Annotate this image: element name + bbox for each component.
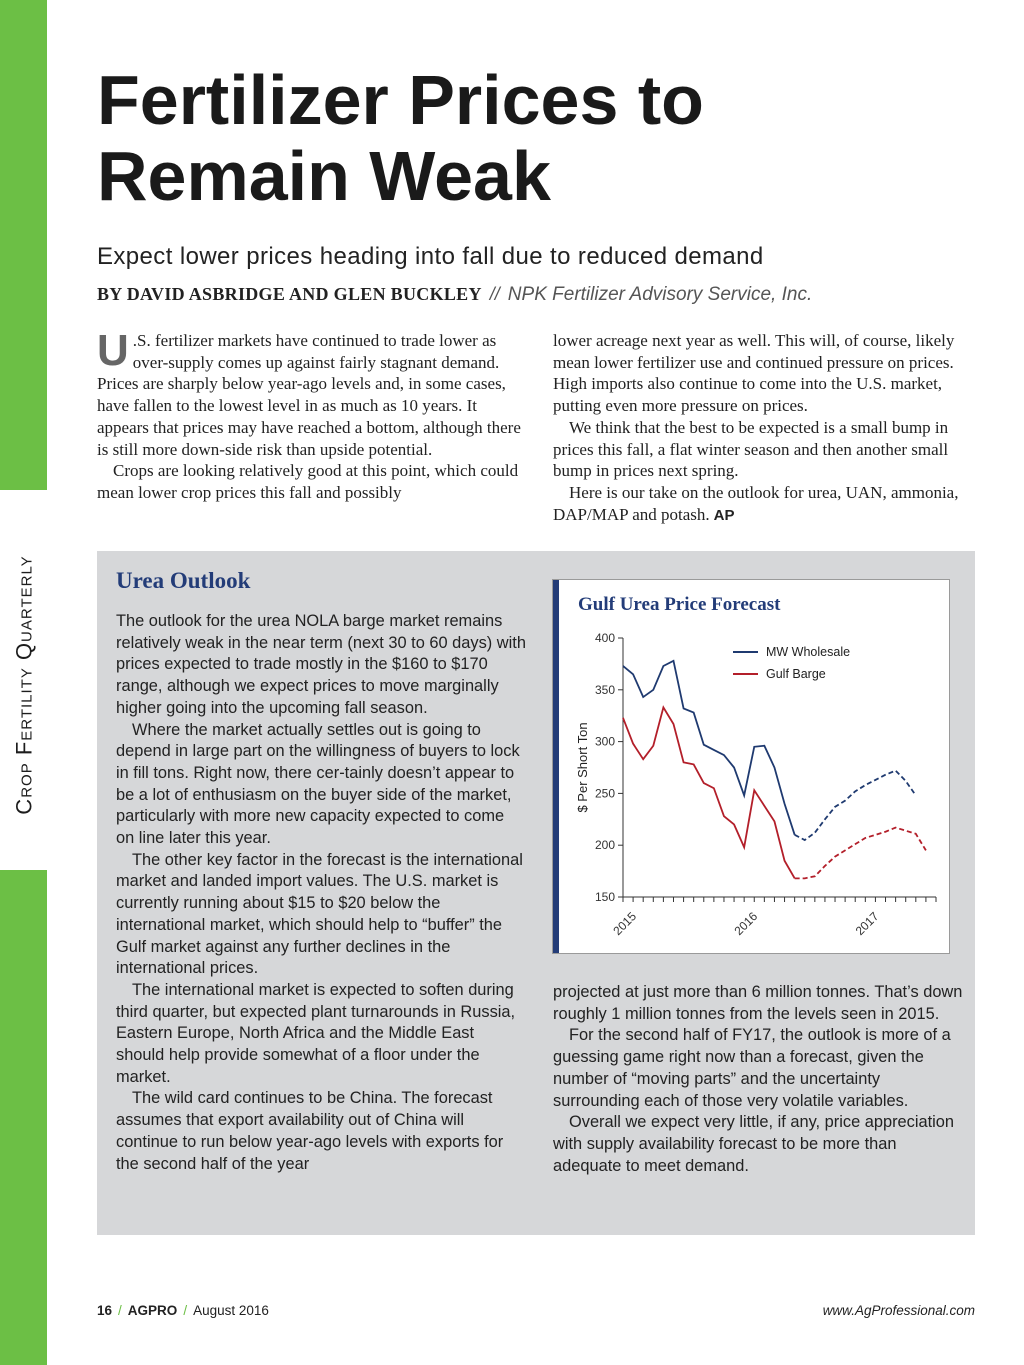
gulf-barge-legend-label: Gulf Barge — [766, 667, 826, 681]
urea-paragraph-7: For the second half of FY17, the outlook is more of a guessing game right now than a forecast, given the number of “moving parts” and the uncertainty surrounding each of those very volatile variables. — [553, 1026, 951, 1110]
drop-cap: U — [97, 326, 129, 375]
magazine-name: AGPRO — [127, 1303, 178, 1318]
intro-paragraph-2-cont — [553, 330, 978, 417]
intro-p2-part-a: Crops are looking relatively good at this point, which could mean lower crop prices this fall and possibly — [97, 461, 519, 502]
gulf-barge-forecast-line — [795, 828, 926, 879]
mw-wholesale-legend-label: MW Wholesale — [766, 645, 851, 659]
end-mark: AP — [713, 506, 735, 524]
issue-date: August 2016 — [193, 1303, 269, 1318]
byline-authors: BY DAVID ASBRIDGE AND GLEN BUCKLEY — [97, 284, 482, 304]
page-number: 16 — [97, 1303, 113, 1318]
x-tick-label: 2015 — [610, 909, 640, 939]
website-url[interactable]: www.AgProfessional.com — [822, 1303, 975, 1318]
intro-paragraph-3: We think that the best to be expected is a small bump in prices this fall, a flat winter season and then another small bump in prices next spring. — [553, 417, 949, 481]
urea-paragraph-1: The outlook for the urea NOLA barge market remains relatively weak in the near term (next 30 to 60 days) with prices expected to trade mostly in the $160 to $170 range, although we expect prices to move marginally higher going into the upcoming fall season. — [116, 612, 526, 717]
gulf-barge-actual-line — [623, 707, 795, 878]
intro-p1-text: .S. fertilizer markets have continued to trade lower as over-supply comes up against fairly stagnant demand. Prices are sharply below year-ago levels and, in some cases, have fallen to the lowest level in as much as 10 years. It appears that prices may have reached a bottom, although there is still more down-side risk than upside potential. — [97, 331, 521, 459]
green-side-bar-top — [0, 0, 47, 490]
y-tick-label: 250 — [594, 786, 615, 801]
section-label-text: Crop Fertility Quarterly — [12, 555, 37, 815]
x-tick-label: 2017 — [852, 909, 882, 939]
footer-slash-2: / — [183, 1303, 188, 1318]
intro-column-left — [97, 326, 522, 504]
section-label — [5, 530, 45, 840]
mw-wholesale-forecast-line — [795, 771, 916, 840]
article-title — [97, 62, 977, 214]
article-subtitle: Expect lower prices heading into fall due to reduced demand — [97, 243, 764, 270]
intro-paragraph-4 — [553, 482, 978, 526]
chart-container — [552, 579, 950, 954]
urea-paragraph-4: The international market is expected to soften during third quarter, but expected plant turnarounds in Russia, Eastern Europe, North Africa and the Middle East should help provide somewhat of a floor under the market. — [116, 980, 516, 1086]
y-tick-label: 300 — [594, 734, 615, 749]
urea-column-left — [116, 611, 526, 1175]
y-tick-label: 350 — [594, 682, 615, 697]
intro-p2-part-b: lower acreage next year as well. This will, of course, likely mean lower fertilizer use and continued pressure on prices. High imports also continue to come into the U.S. market, putting even more pressure on prices. — [553, 331, 955, 416]
title-line-1: Fertilizer Prices to — [97, 61, 704, 139]
urea-column-right — [553, 982, 963, 1177]
intro-column-right — [553, 330, 978, 526]
urea-paragraph-5: The wild card continues to be China. The forecast assumes that export availability out of China will continue to run below year-ago levels with exports for the second half of the year — [116, 1089, 504, 1173]
mw-wholesale-actual-line — [623, 661, 795, 835]
byline-organization: NPK Fertilizer Advisory Service, Inc. — [507, 284, 813, 305]
urea-paragraph-2: Where the market actually settles out is going to depend in large part on the willingness of buyers to lock in fill tons. Right now, there cer-tainly doesn’t appear to be a lot of enthusiasm on the buyer side of the market, particularly with more new capacity expected to come on line later this year. — [116, 720, 520, 848]
urea-heading: Urea Outlook — [116, 568, 251, 593]
urea-paragraph-3: The other key factor in the forecast is the international market and landed import values. The U.S. market is currently running about $15 to $20 below the international market, which should help to “buffer” the Gulf market against any further declines in the international prices. — [116, 850, 523, 978]
intro-paragraph-1 — [97, 326, 522, 460]
x-tick-label: 2016 — [731, 909, 761, 939]
y-tick-label: 150 — [594, 890, 615, 904]
y-tick-label: 200 — [594, 838, 615, 853]
green-side-bar-bottom — [0, 870, 47, 1365]
urea-paragraph-8: Overall we expect very little, if any, price appreciation with supply availability forecast to be more than adequate to meet demand. — [553, 1113, 955, 1175]
title-line-2: Remain Weak — [97, 137, 551, 215]
price-forecast-chart — [553, 580, 949, 953]
y-tick-label: 400 — [594, 631, 615, 645]
intro-p4-text: Here is our take on the outlook for urea, UAN, ammonia, DAP/MAP and potash. — [553, 482, 959, 524]
byline — [97, 284, 997, 306]
footer-slash-1: / — [118, 1303, 122, 1318]
intro-paragraph-2 — [97, 460, 522, 503]
byline-separator: // — [489, 284, 500, 304]
page-footer — [97, 1303, 975, 1323]
urea-paragraph-6: projected at just more than 6 million tonnes. That’s down roughly 1 million tonnes from the levels seen in 2015. — [553, 983, 963, 1023]
y-axis-label: $ Per Short Ton — [575, 722, 590, 813]
chart-title: Gulf Urea Price Forecast — [578, 594, 781, 615]
